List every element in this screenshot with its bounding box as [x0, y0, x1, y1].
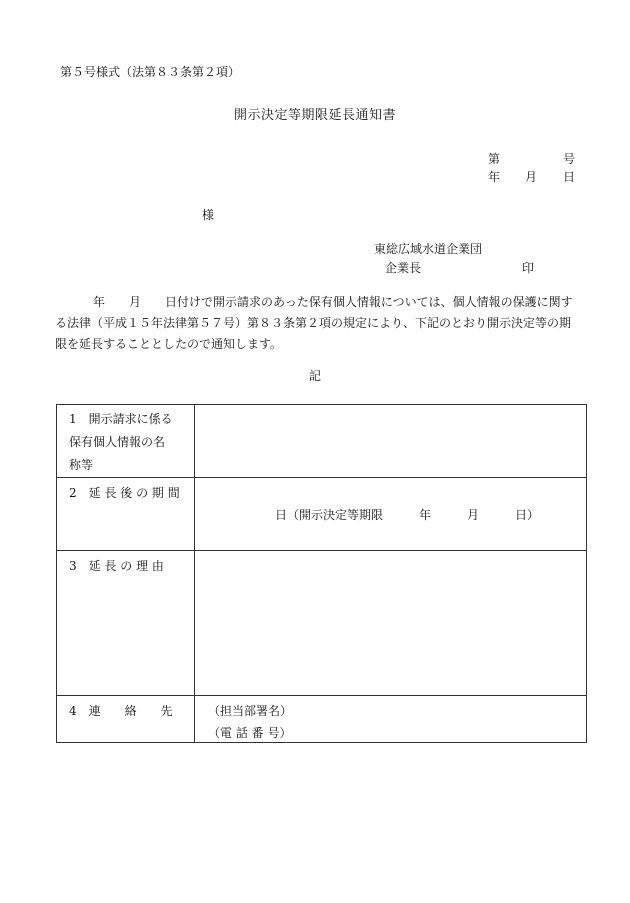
- date-year-label: 年: [488, 170, 501, 184]
- date-month-label: 月: [525, 170, 538, 184]
- row3-label: 3 延 長 の 理 由: [69, 559, 164, 573]
- addressee-honorific: 様: [202, 208, 215, 222]
- row2-value-cell[interactable]: [195, 478, 586, 550]
- label-cell: [57, 551, 195, 695]
- row1-label-line-2: 保有個人情報の名: [69, 435, 166, 449]
- row1-value-cell[interactable]: [195, 405, 586, 477]
- body-line-1: [55, 292, 590, 313]
- body-year: 年: [93, 295, 106, 309]
- row2-label: 2 延 長 後 の 期 間: [69, 486, 180, 500]
- row4-value-line-1: （担当部署名）: [208, 704, 293, 718]
- label-cell: [57, 478, 195, 550]
- row3-value-cell[interactable]: [195, 551, 586, 695]
- row1-label-line-3: 称等: [69, 458, 94, 472]
- body-month: 月: [129, 295, 142, 309]
- label-cell: [57, 696, 195, 742]
- body-line-1-rest: 日付けで開示請求のあった保有個人情報については、個人情報の保護に関す: [165, 295, 573, 309]
- table-row: [57, 478, 586, 551]
- number-prefix: 第: [488, 152, 501, 166]
- body-line-3: 限を延長することとしたので通知します。: [55, 337, 283, 351]
- body-line-2: る法律（平成１５年法律第５７号）第８３条第２項の規定により、下記のとおり開示決定等の期: [55, 316, 572, 330]
- document-title: 開示決定等期限延長通知書: [233, 108, 396, 123]
- details-table: [56, 404, 587, 743]
- body-paragraph: [55, 292, 590, 355]
- row2-value: 日（開示決定等期限 年 月 日）: [275, 508, 540, 522]
- date-day-label: 日: [563, 170, 576, 184]
- seal-mark: 印: [522, 261, 535, 275]
- ki-heading: 記: [308, 369, 321, 383]
- table-row: [57, 551, 586, 696]
- table-row: [57, 405, 586, 478]
- table-row: [57, 696, 586, 742]
- row4-value-line-2: （電 話 番 号）: [208, 726, 292, 740]
- sender-organization: 東総広域水道企業団: [374, 242, 483, 256]
- label-cell: [57, 405, 195, 477]
- sender-title: 企業長: [385, 261, 422, 275]
- row4-label: 4 連 絡 先: [69, 704, 173, 718]
- number-suffix: 号: [563, 152, 576, 166]
- row4-value-cell[interactable]: [195, 696, 586, 742]
- form-number: 第５号様式（法第８３条第２項）: [60, 65, 241, 79]
- row1-label-line-1: 1 開示請求に係る: [69, 412, 173, 426]
